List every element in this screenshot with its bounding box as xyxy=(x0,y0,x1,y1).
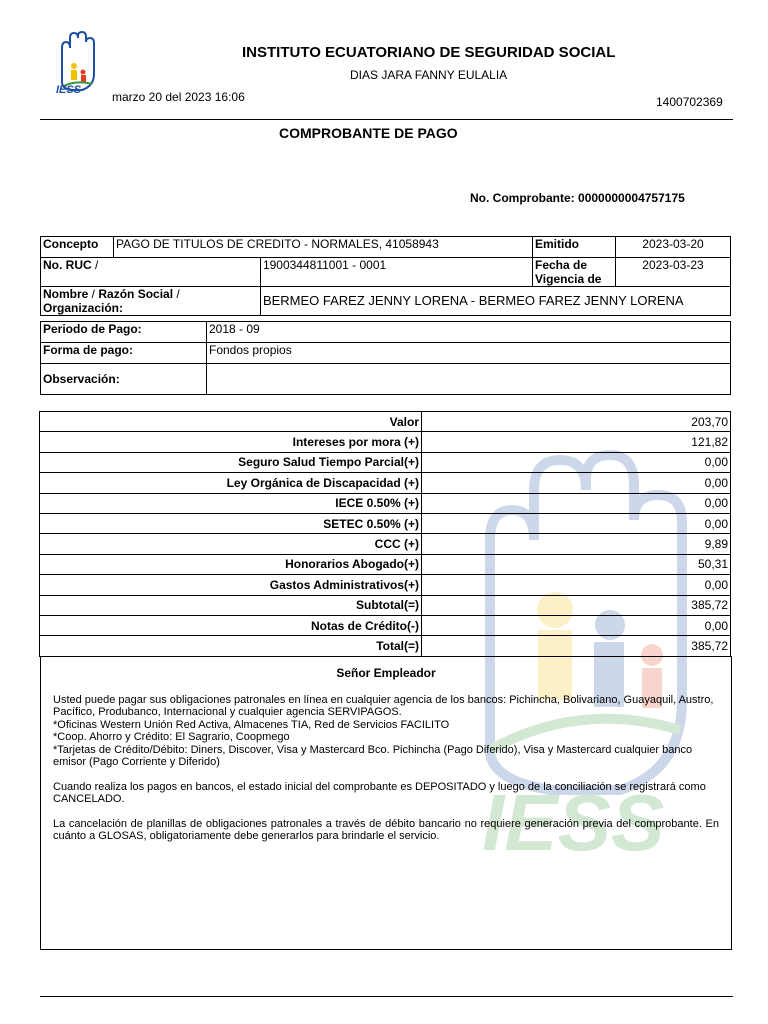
payment-table xyxy=(40,321,731,395)
info-table xyxy=(40,236,731,316)
amount-row xyxy=(40,452,731,472)
iess-logo xyxy=(52,30,100,100)
amount-value: 0,00 xyxy=(422,493,731,513)
notes-paragraph-debit: La cancelación de planillas de obligaciones patronales a través de débito bancario no requiere generación previa del comprobante. En cuánto a GLOSAS, obligatoriamente debe generarlos para brindarle el servicio. xyxy=(53,817,719,842)
vigencia-label: Fecha de Vigencia de xyxy=(533,258,616,287)
periodo-value: 2018 - 09 xyxy=(207,322,731,343)
logo-text: IESS xyxy=(56,84,82,96)
footer-divider xyxy=(40,996,733,997)
notes-paragraph-western: *Oficinas Western Unión Red Activa, Almacenes TIA, Red de Servicios FACILITO xyxy=(53,718,450,731)
emitido-value: 2023-03-20 xyxy=(616,237,731,258)
amount-value: 385,72 xyxy=(422,636,731,656)
amount-row xyxy=(40,412,731,432)
amount-row xyxy=(40,493,731,513)
amount-label: SETEC 0.50% (+) xyxy=(40,513,422,533)
amount-value: 203,70 xyxy=(422,412,731,432)
notes-paragraph-banks: Usted puede pagar sus obligaciones patronales en línea en cualquier agencia de los bancos: Pichincha, Bolivariano, Guayaquil, Austro, Pacífico, Produbanco, Internacional y cualquier agencia SERVIPAGOS. xyxy=(53,693,714,718)
amount-row xyxy=(40,595,731,615)
forma-row xyxy=(41,343,731,364)
concepto-value: PAGO DE TITULOS DE CREDITO - NORMALES, 41058943 xyxy=(114,237,533,258)
print-date: marzo 20 del 2023 16:06 xyxy=(112,90,245,104)
amount-label: IECE 0.50% (+) xyxy=(40,493,422,513)
amount-row xyxy=(40,534,731,554)
concepto-row xyxy=(41,237,731,258)
ruc-label: No. RUC xyxy=(43,258,92,272)
periodo-label: Periodo de Pago: xyxy=(41,322,207,343)
notes-heading: Señor Empleador xyxy=(336,666,436,680)
amount-row xyxy=(40,615,731,635)
razon-separator: / xyxy=(173,287,180,301)
comprobante-value: 0000000004757175 xyxy=(578,191,685,205)
amount-row xyxy=(40,636,731,656)
razon-label: Razón Social xyxy=(98,287,174,301)
amounts-table xyxy=(39,411,731,657)
amount-value: 0,00 xyxy=(422,473,731,493)
ruc-value: 1900344811001 - 0001 xyxy=(260,258,532,287)
ruc-separator: / xyxy=(91,258,99,272)
notes-paragraph-cards: *Tarjetas de Crédito/Débito: Diners, Discover, Visa y Mastercard Bco. Pichincha (Pago Diferido), Visa y Mastercard cualquier banco emisor (Pago Corriente y Diferido) xyxy=(53,743,693,768)
amount-value: 121,82 xyxy=(422,432,731,452)
employer-notes xyxy=(40,656,732,950)
page-title: COMPROBANTE DE PAGO xyxy=(279,125,458,141)
id-number: 1400702369 xyxy=(656,95,723,109)
institution-title: INSTITUTO ECUATORIANO DE SEGURIDAD SOCIAL xyxy=(242,44,616,61)
observacion-row xyxy=(41,364,731,395)
amount-label: Honorarios Abogado(+) xyxy=(40,554,422,574)
amount-label: CCC (+) xyxy=(40,534,422,554)
organizacion-label: Organización: xyxy=(43,301,124,315)
comprobante-label: No. Comprobante: xyxy=(470,191,575,205)
person-name: DIAS JARA FANNY EULALIA xyxy=(350,68,508,82)
amount-label: Total(=) xyxy=(40,636,422,656)
notes-paragraph-status: Cuando realiza los pagos en bancos, el estado inicial del comprobante es DEPOSITADO y luego de la conciliación se registrará como CANCELADO. xyxy=(53,780,706,805)
amount-row xyxy=(40,554,731,574)
amount-label: Valor xyxy=(40,412,422,432)
amount-label: Subtotal(=) xyxy=(40,595,422,615)
amounts-body xyxy=(40,412,731,657)
notes-paragraph-coop: *Coop. Ahorro y Crédito: El Sagrario, Coopmego xyxy=(53,731,290,743)
amount-label: Seguro Salud Tiempo Parcial(+) xyxy=(40,452,422,472)
amount-row xyxy=(40,575,731,595)
amount-value: 0,00 xyxy=(422,452,731,472)
amount-row xyxy=(40,473,731,493)
amount-row xyxy=(40,513,731,533)
nombre-label: Nombre xyxy=(43,287,89,301)
amount-label: Gastos Administrativos(+) xyxy=(40,575,422,595)
ruc-label-cell xyxy=(41,258,261,287)
nombre-row xyxy=(41,287,731,316)
emitido-label: Emitido xyxy=(533,237,616,258)
concepto-label: Concepto xyxy=(41,237,114,258)
amount-value: 0,00 xyxy=(422,575,731,595)
watermark-text: IESS xyxy=(482,778,665,867)
amount-row xyxy=(40,432,731,452)
periodo-row xyxy=(41,322,731,343)
amount-value: 385,72 xyxy=(422,595,731,615)
header-divider xyxy=(40,119,733,120)
amount-label: Notas de Crédito(-) xyxy=(40,615,422,635)
comprobante-number xyxy=(470,191,685,205)
notes-body xyxy=(41,694,731,843)
ruc-row xyxy=(41,258,731,287)
amount-label: Intereses por mora (+) xyxy=(40,432,422,452)
forma-label: Forma de pago: xyxy=(41,343,207,364)
nombre-value: BERMEO FAREZ JENNY LORENA - BERMEO FAREZ JENNY LORENA xyxy=(260,287,730,316)
amount-value: 9,89 xyxy=(422,534,731,554)
amount-value: 0,00 xyxy=(422,615,731,635)
amount-label: Ley Orgánica de Discapacidad (+) xyxy=(40,473,422,493)
observacion-label: Observación: xyxy=(41,364,207,395)
vigencia-value: 2023-03-23 xyxy=(616,258,731,287)
nombre-label-cell xyxy=(41,287,261,316)
nombre-separator: / xyxy=(88,287,99,301)
forma-value: Fondos propios xyxy=(207,343,731,364)
amount-value: 50,31 xyxy=(422,554,731,574)
observacion-value xyxy=(207,364,731,395)
amount-value: 0,00 xyxy=(422,513,731,533)
